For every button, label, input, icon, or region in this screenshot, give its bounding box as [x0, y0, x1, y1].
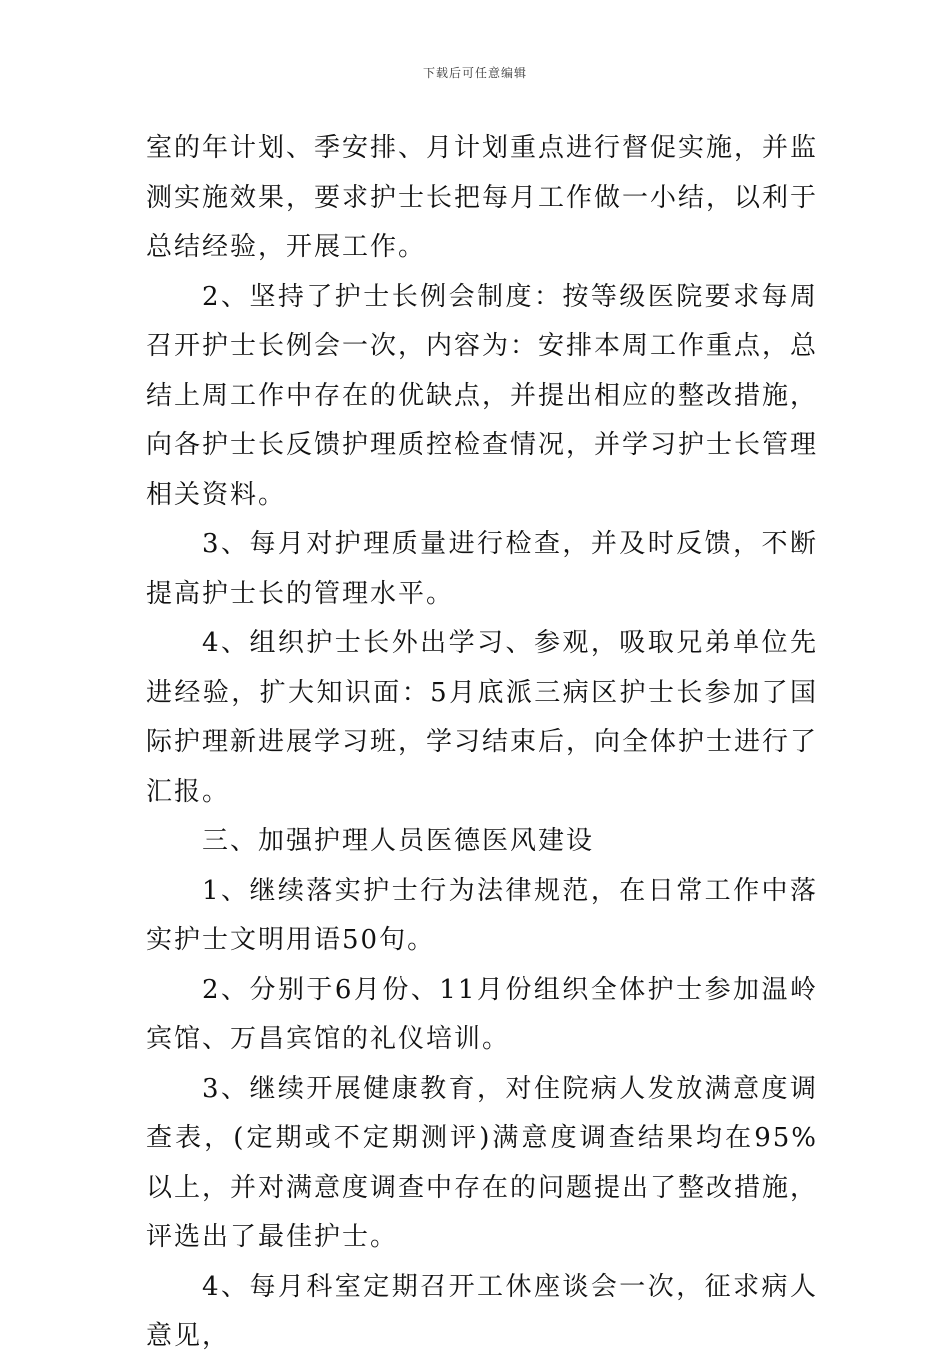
- paragraph-item-4: 4、每月科室定期召开工休座谈会一次，征求病人意见，: [146, 1271, 818, 1351]
- paragraph-item-1: 1、继续落实护士行为法律规范，在日常工作中落实护士文明用语50句。: [146, 875, 818, 955]
- paragraph-item-2: 2、分别于6月份、11月份组织全体护士参加温岭宾馆、万昌宾馆的礼仪培训。: [146, 974, 818, 1054]
- document-body: [146, 124, 818, 1362]
- paragraph-item-2: 2、坚持了护士长例会制度：按等级医院要求每周召开护士长例会一次，内容为：安排本周工作重点，总结上周工作中存在的优缺点，并提出相应的整改措施，向各护士长反馈护理质控检查情况，并学习护士长管理相关资料。: [146, 281, 819, 510]
- paragraph-item-3: 3、每月对护理质量进行检查，并及时反馈，不断提高护士长的管理水平。: [146, 529, 818, 609]
- section-heading: 三、加强护理人员医德医风建设: [202, 826, 595, 856]
- page-header: 下载后可任意编辑: [422, 66, 527, 80]
- paragraph-item-4: 4、组织护士长外出学习、参观，吸取兄弟单位先进经验，扩大知识面：5月底派三病区护士长参加了国际护理新进展学习班，学习结束后，向全体护士进行了汇报。: [146, 628, 819, 807]
- paragraph-continuation: 室的年计划、季安排、月计划重点进行督促实施，并监测实施效果，要求护士长把每月工作做一小结，以利于总结经验，开展工作。: [146, 133, 819, 262]
- paragraph-item-3: 3、继续开展健康教育，对住院病人发放满意度调查表，(定期或不定期测评)满意度调查结果均在95%以上，并对满意度调查中存在的问题提出了整改措施，评选出了最佳护士。: [146, 1073, 819, 1252]
